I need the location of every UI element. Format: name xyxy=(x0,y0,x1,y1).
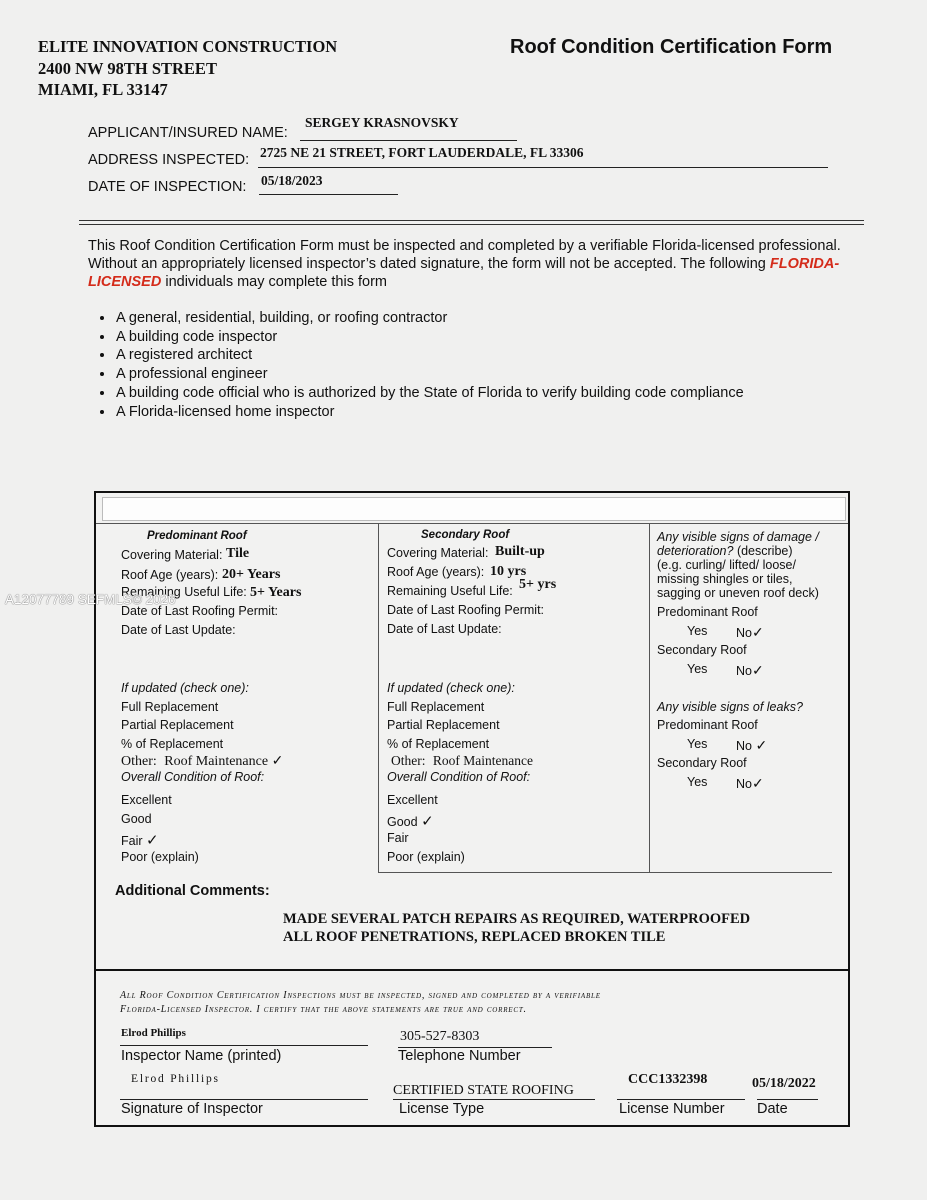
list-item: • A Florida-licensed home inspector xyxy=(115,403,744,422)
damage-predominant-check-icon: ✓ xyxy=(751,624,764,640)
additional-comments-label: Additional Comments: xyxy=(115,883,270,899)
secondary-heading: Secondary Roof xyxy=(421,529,510,541)
leaks-predominant-no-label: No xyxy=(736,739,752,753)
predominant-excellent: Excellent xyxy=(121,793,172,807)
form-title: Roof Condition Certification Form xyxy=(510,36,833,58)
secondary-covering-label: Covering Material: xyxy=(387,546,489,560)
company-block xyxy=(38,36,337,101)
damage-secondary-label: Secondary Roof xyxy=(657,643,747,657)
secondary-update-label: Date of Last Update: xyxy=(387,622,502,636)
leaks-predominant-yes: Yes xyxy=(687,737,708,751)
predominant-covering-value: Tile xyxy=(226,546,250,561)
list-item: • A building code inspector xyxy=(115,328,744,347)
predominant-life-value: 5+ Years xyxy=(250,585,302,600)
secondary-good xyxy=(387,812,434,830)
damage-secondary-no xyxy=(736,662,764,679)
signature-date-label: Date xyxy=(757,1101,788,1117)
secondary-partial-replacement: Partial Replacement xyxy=(387,718,500,732)
secondary-full-replacement: Full Replacement xyxy=(387,700,485,714)
secondary-good-check-icon: ✓ xyxy=(421,813,434,830)
license-number-underline xyxy=(617,1099,745,1100)
predominant-fair-check-icon: ✓ xyxy=(146,832,159,849)
leaks-secondary-check-icon: ✓ xyxy=(751,775,764,791)
list-item: • A registered architect xyxy=(115,346,744,365)
leaks-secondary-yes: Yes xyxy=(687,775,708,789)
leaks-predominant-no xyxy=(736,737,767,754)
secondary-permit-label: Date of Last Roofing Permit: xyxy=(387,603,545,617)
damage-question-text: deterioration? xyxy=(657,544,734,558)
predominant-good: Good xyxy=(121,812,152,826)
secondary-poor: Poor (explain) xyxy=(387,850,465,864)
secondary-if-updated: If updated (check one): xyxy=(387,681,515,695)
signature-date-value: 05/18/2022 xyxy=(752,1076,816,1091)
signature-label: Signature of Inspector xyxy=(121,1101,263,1117)
license-number-label: License Number xyxy=(619,1101,725,1117)
damage-secondary-yes: Yes xyxy=(687,662,708,676)
secondary-age-value: 10 yrs xyxy=(490,564,527,579)
predominant-fair xyxy=(121,831,159,849)
divider-bottom xyxy=(79,224,864,225)
mls-watermark: A12077789 SEFMLS© 2026 xyxy=(5,592,176,607)
list-item: • A building code official who is authorized by the State of Florida to verify building code compliance xyxy=(115,384,744,403)
predominant-other xyxy=(121,753,283,770)
inspection-date-label: DATE OF INSPECTION: xyxy=(88,179,247,195)
leaks-secondary-label: Secondary Roof xyxy=(657,756,747,770)
comments-line1: MADE SEVERAL PATCH REPAIRS AS REQUIRED, WATERPROOFED xyxy=(283,911,751,927)
address-underline xyxy=(258,167,828,168)
company-street: 2400 NW 98TH STREET xyxy=(38,58,217,78)
intro-paragraph xyxy=(88,237,858,291)
predominant-covering-label: Covering Material: xyxy=(121,548,223,562)
inspector-signature: Elrod Phillips xyxy=(131,1073,220,1085)
damage-predominant-yes: Yes xyxy=(687,624,708,638)
divider-top xyxy=(79,220,864,221)
secondary-excellent: Excellent xyxy=(387,793,438,807)
license-number-value: CCC1332398 xyxy=(628,1072,708,1087)
address-label: ADDRESS INSPECTED: xyxy=(88,152,250,168)
predominant-pct-replacement: % of Replacement xyxy=(121,737,224,751)
predominant-partial-replacement: Partial Replacement xyxy=(121,718,234,732)
columns-bottom-rule xyxy=(378,872,832,873)
inspector-name-value: Elrod Phillips xyxy=(121,1027,186,1039)
company-city: MIAMI, FL 33147 xyxy=(38,80,168,99)
predominant-other-check-icon: ✓ xyxy=(271,754,284,769)
column-divider-1 xyxy=(378,523,379,872)
florida-licensed-highlight: FLORIDA-LICENSED xyxy=(88,256,840,290)
secondary-other-label: Other: xyxy=(391,753,426,768)
predominant-other-label: Other: xyxy=(121,754,157,769)
predominant-life-label: Remaining Useful Life: xyxy=(121,585,247,599)
predominant-other-value: Roof Maintenance xyxy=(164,754,269,769)
predominant-age-value: 20+ Years xyxy=(222,567,281,582)
leaks-question: Any visible signs of leaks? xyxy=(657,700,803,714)
license-type-underline xyxy=(393,1099,595,1100)
comments-line2: ALL ROOF PENETRATIONS, REPLACED BROKEN TILE xyxy=(283,929,666,945)
damage-note-line1: (e.g. curling/ lifted/ loose/ xyxy=(657,558,796,572)
inspection-box-header xyxy=(102,497,846,521)
predominant-heading: Predominant Roof xyxy=(147,530,247,542)
damage-note-line3: sagging or uneven roof deck) xyxy=(657,586,819,600)
inspection-date-value: 05/18/2023 xyxy=(261,173,323,188)
damage-question-line2 xyxy=(657,544,793,558)
certification-line1: All Roof Condition Certification Inspections must be inspected, signed and completed by a verifiable xyxy=(120,990,601,1001)
predominant-if-updated: If updated (check one): xyxy=(121,681,249,695)
telephone-value: 305-527-8303 xyxy=(400,1029,480,1044)
intro-text-1: This Roof Condition Certification Form must be inspected and completed by a verifiable Florida-licensed professional. Without an appropriately licensed inspector’s dated signature, the form will not be accepted. The following xyxy=(88,238,841,272)
signature-underline xyxy=(120,1099,368,1100)
company-name: ELITE INNOVATION CONSTRUCTION xyxy=(38,37,338,56)
predominant-permit-label: Date of Last Roofing Permit: xyxy=(121,604,279,618)
predominant-overall-condition: Overall Condition of Roof: xyxy=(121,770,265,784)
predominant-fair-label: Fair xyxy=(121,834,143,848)
license-type-value: CERTIFIED STATE ROOFING xyxy=(393,1083,574,1098)
secondary-covering-value: Built-up xyxy=(495,544,545,559)
leaks-predominant-label: Predominant Roof xyxy=(657,718,758,732)
damage-describe: (describe) xyxy=(736,544,793,558)
damage-predominant-no xyxy=(736,624,764,641)
applicant-name-label: APPLICANT/INSURED NAME: xyxy=(88,125,288,141)
leaks-secondary-no xyxy=(736,775,764,792)
leaks-predominant-check-icon: ✓ xyxy=(755,737,768,753)
applicant-name-underline xyxy=(300,140,517,141)
qualified-list xyxy=(88,309,744,421)
damage-secondary-check-icon: ✓ xyxy=(751,662,764,678)
leaks-secondary-no-label: No xyxy=(736,777,752,791)
inspector-name-underline xyxy=(120,1045,368,1046)
inspector-name-label: Inspector Name (printed) xyxy=(121,1048,282,1064)
signature-date-underline xyxy=(757,1099,818,1100)
damage-predominant-label: Predominant Roof xyxy=(657,605,758,619)
comments-bottom-rule xyxy=(96,969,848,971)
predominant-full-replacement: Full Replacement xyxy=(121,700,219,714)
predominant-update-label: Date of Last Update: xyxy=(121,623,236,637)
inspection-date-underline xyxy=(259,194,398,195)
secondary-other-value: Roof Maintenance xyxy=(432,753,533,768)
telephone-label: Telephone Number xyxy=(398,1048,521,1064)
certification-line2: Florida-Licensed Inspector. I certify that the above statements are true and correct. xyxy=(120,1004,527,1015)
list-item: • A professional engineer xyxy=(115,365,744,384)
secondary-life-label: Remaining Useful Life: xyxy=(387,584,513,598)
secondary-good-label: Good xyxy=(387,815,418,829)
damage-secondary-no-label: No xyxy=(736,664,752,678)
damage-note-line2: missing shingles or tiles, xyxy=(657,572,793,586)
column-divider-2 xyxy=(649,523,650,872)
address-value: 2725 NE 21 STREET, FORT LAUDERDALE, FL 33306 xyxy=(260,145,584,160)
damage-question-line1: Any visible signs of damage / xyxy=(657,530,819,544)
certification-statement xyxy=(120,989,601,1017)
predominant-poor: Poor (explain) xyxy=(121,850,199,864)
secondary-age-label: Roof Age (years): xyxy=(387,565,485,579)
predominant-age-label: Roof Age (years): xyxy=(121,568,219,582)
secondary-pct-replacement: % of Replacement xyxy=(387,737,490,751)
applicant-name-value: SERGEY KRASNOVSKY xyxy=(305,115,459,130)
secondary-life-value: 5+ yrs xyxy=(519,577,557,592)
secondary-other xyxy=(391,753,533,769)
secondary-overall-condition: Overall Condition of Roof: xyxy=(387,770,531,784)
damage-predominant-no-label: No xyxy=(736,626,752,640)
list-item: • A general, residential, building, or roofing contractor xyxy=(115,309,744,328)
secondary-fair: Fair xyxy=(387,831,409,845)
box-header-rule xyxy=(96,523,848,524)
intro-text-2: individuals may complete this form xyxy=(161,274,387,290)
license-type-label: License Type xyxy=(399,1101,485,1117)
